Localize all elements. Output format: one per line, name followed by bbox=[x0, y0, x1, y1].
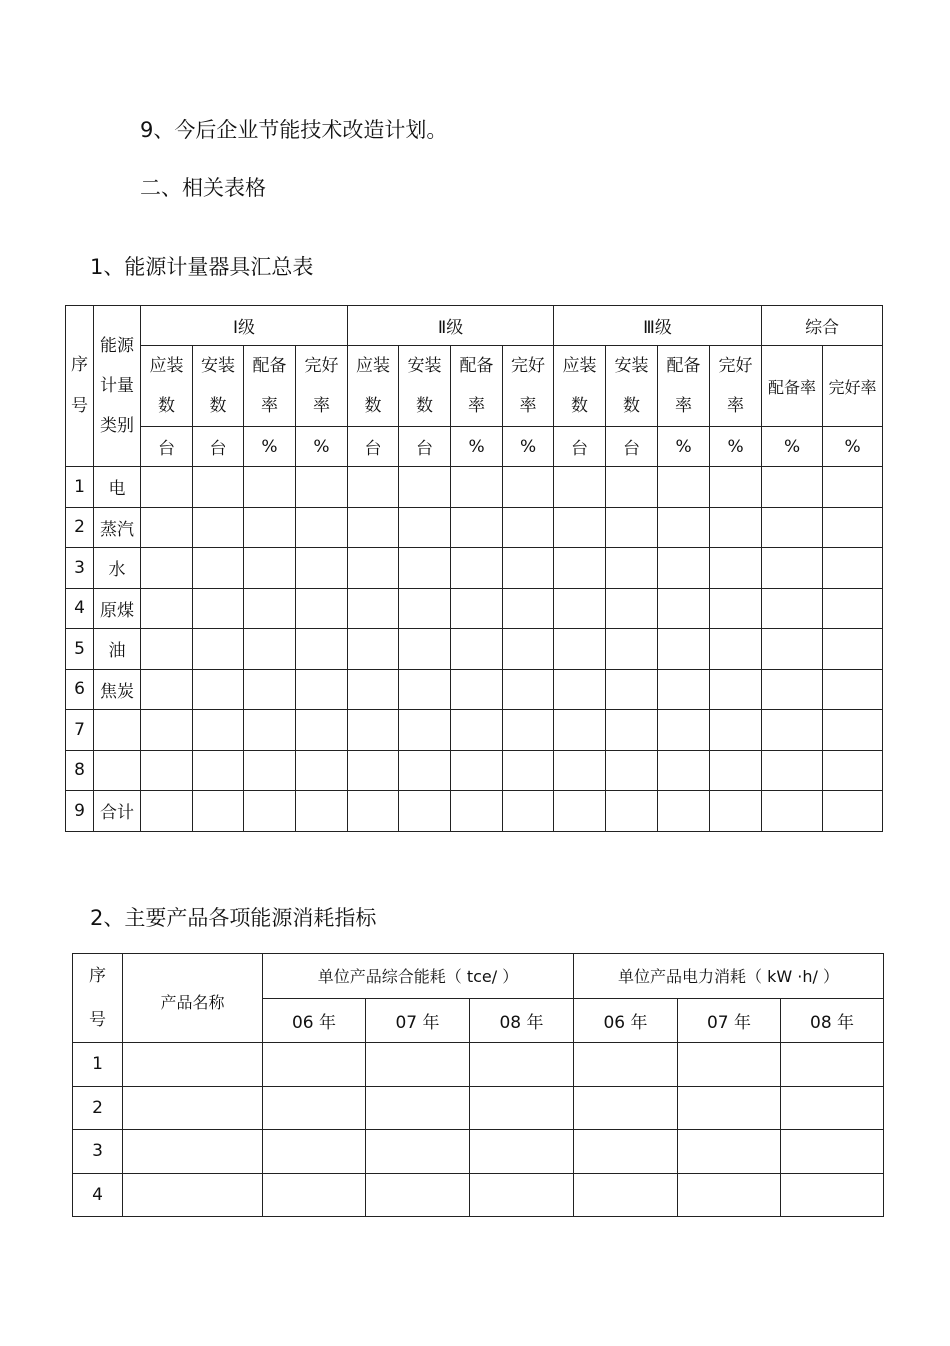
data-cell[interactable] bbox=[263, 1130, 366, 1174]
unit-cell: 台 bbox=[606, 427, 658, 467]
group-level-1: Ⅰ级 bbox=[141, 306, 348, 346]
unit-cell: % bbox=[503, 427, 554, 467]
unit-cell: 台 bbox=[141, 427, 193, 467]
data-cell[interactable] bbox=[296, 791, 348, 832]
data-cell[interactable] bbox=[823, 710, 883, 751]
data-cell[interactable] bbox=[781, 1086, 884, 1130]
data-cell[interactable] bbox=[451, 669, 503, 710]
data-cell[interactable] bbox=[762, 750, 823, 791]
energy-type-header: 能源 计量 类别 bbox=[94, 306, 141, 467]
data-cell[interactable] bbox=[781, 1043, 884, 1087]
row-energy-type: 合计 bbox=[94, 791, 141, 832]
data-cell[interactable] bbox=[710, 710, 762, 751]
product-name-cell[interactable] bbox=[123, 1173, 263, 1217]
data-cell[interactable] bbox=[470, 1043, 574, 1087]
data-cell[interactable] bbox=[366, 1043, 470, 1087]
data-cell[interactable] bbox=[762, 467, 823, 508]
table-row bbox=[73, 1086, 884, 1130]
row-seq: 7 bbox=[66, 710, 94, 751]
unit-cell: 台 bbox=[193, 427, 244, 467]
data-cell[interactable] bbox=[296, 467, 348, 508]
data-cell[interactable] bbox=[263, 1173, 366, 1217]
data-cell[interactable] bbox=[141, 710, 193, 751]
group-overall: 综合 bbox=[762, 306, 883, 346]
data-cell[interactable] bbox=[762, 588, 823, 629]
data-cell[interactable] bbox=[823, 588, 883, 629]
row-energy-type: 电 bbox=[94, 467, 141, 508]
unit-cell: % bbox=[451, 427, 503, 467]
data-cell[interactable] bbox=[244, 710, 296, 751]
unit-cell: 台 bbox=[348, 427, 399, 467]
row-energy-type: 原煤 bbox=[94, 588, 141, 629]
sub-equip-rate-total: 配备率 bbox=[762, 346, 823, 427]
row-energy-type: 水 bbox=[94, 548, 141, 589]
unit-cell: % bbox=[244, 427, 296, 467]
data-cell[interactable] bbox=[554, 710, 606, 751]
data-cell[interactable] bbox=[470, 1130, 574, 1174]
data-cell[interactable] bbox=[606, 507, 658, 548]
data-cell[interactable] bbox=[762, 791, 823, 832]
table-row bbox=[66, 750, 883, 791]
row-seq: 1 bbox=[66, 467, 94, 508]
data-cell[interactable] bbox=[348, 669, 399, 710]
row-seq: 5 bbox=[66, 629, 94, 670]
data-cell[interactable] bbox=[658, 791, 710, 832]
data-cell[interactable] bbox=[554, 507, 606, 548]
data-cell[interactable] bbox=[451, 750, 503, 791]
year-header: 08 年 bbox=[470, 998, 574, 1043]
data-cell[interactable] bbox=[296, 710, 348, 751]
sub-installed: 安装 数 bbox=[399, 346, 451, 427]
sub-should-install: 应装 数 bbox=[554, 346, 606, 427]
unit-cell: 台 bbox=[399, 427, 451, 467]
data-cell[interactable] bbox=[658, 629, 710, 670]
data-cell[interactable] bbox=[366, 1086, 470, 1130]
unit-cell: % bbox=[762, 427, 823, 467]
row-seq: 4 bbox=[73, 1173, 123, 1217]
sub-good-rate: 完好 率 bbox=[503, 346, 554, 427]
data-cell[interactable] bbox=[141, 588, 193, 629]
data-cell[interactable] bbox=[296, 750, 348, 791]
data-cell[interactable] bbox=[348, 588, 399, 629]
data-cell[interactable] bbox=[503, 669, 554, 710]
data-cell[interactable] bbox=[193, 791, 244, 832]
product-name-cell[interactable] bbox=[123, 1086, 263, 1130]
data-cell[interactable] bbox=[348, 750, 399, 791]
year-header: 06 年 bbox=[263, 998, 366, 1043]
data-cell[interactable] bbox=[710, 669, 762, 710]
unit-cell: % bbox=[823, 427, 883, 467]
data-cell[interactable] bbox=[554, 750, 606, 791]
data-cell[interactable] bbox=[296, 548, 348, 589]
data-cell[interactable] bbox=[348, 710, 399, 751]
data-cell[interactable] bbox=[451, 588, 503, 629]
data-cell[interactable] bbox=[678, 1130, 781, 1174]
data-cell[interactable] bbox=[823, 629, 883, 670]
data-cell[interactable] bbox=[399, 669, 451, 710]
data-cell[interactable] bbox=[244, 467, 296, 508]
data-cell[interactable] bbox=[658, 548, 710, 589]
data-cell[interactable] bbox=[451, 710, 503, 751]
data-cell[interactable] bbox=[141, 629, 193, 670]
electricity-consumption-header: 单位产品电力消耗（ kW ·h/ ） bbox=[574, 954, 884, 999]
table-row bbox=[73, 1173, 884, 1217]
data-cell[interactable] bbox=[658, 710, 710, 751]
data-cell[interactable] bbox=[606, 750, 658, 791]
data-cell[interactable] bbox=[503, 548, 554, 589]
sub-good-rate: 完好 率 bbox=[710, 346, 762, 427]
unit-cell: % bbox=[296, 427, 348, 467]
seq-header: 序 号 bbox=[66, 306, 94, 467]
data-cell[interactable] bbox=[762, 507, 823, 548]
table-row bbox=[66, 548, 883, 589]
table-row bbox=[66, 467, 883, 508]
product-name-cell[interactable] bbox=[123, 1130, 263, 1174]
row-seq: 3 bbox=[66, 548, 94, 589]
data-cell[interactable] bbox=[244, 588, 296, 629]
data-cell[interactable] bbox=[141, 669, 193, 710]
data-cell[interactable] bbox=[348, 548, 399, 589]
data-cell[interactable] bbox=[141, 750, 193, 791]
year-header: 06 年 bbox=[574, 998, 678, 1043]
data-cell[interactable] bbox=[451, 548, 503, 589]
row-seq: 1 bbox=[73, 1043, 123, 1087]
data-cell[interactable] bbox=[554, 548, 606, 589]
data-cell[interactable] bbox=[574, 1130, 678, 1174]
table-row bbox=[66, 629, 883, 670]
data-cell[interactable] bbox=[606, 669, 658, 710]
data-cell[interactable] bbox=[451, 467, 503, 508]
data-cell[interactable] bbox=[554, 467, 606, 508]
group-level-2: Ⅱ级 bbox=[348, 306, 554, 346]
energy-meter-summary-table bbox=[65, 305, 883, 832]
sub-installed: 安装 数 bbox=[606, 346, 658, 427]
row-seq: 9 bbox=[66, 791, 94, 832]
data-cell[interactable] bbox=[193, 548, 244, 589]
data-cell[interactable] bbox=[348, 507, 399, 548]
product-name-cell[interactable] bbox=[123, 1043, 263, 1087]
data-cell[interactable] bbox=[451, 791, 503, 832]
data-cell[interactable] bbox=[141, 467, 193, 508]
sub-equip-rate: 配备 率 bbox=[244, 346, 296, 427]
data-cell[interactable] bbox=[762, 669, 823, 710]
data-cell[interactable] bbox=[263, 1043, 366, 1087]
table2-title: 2、主要产品各项能源消耗指标 bbox=[90, 906, 377, 930]
composite-energy-header: 单位产品综合能耗（ tce/ ） bbox=[263, 954, 574, 999]
data-cell[interactable] bbox=[348, 791, 399, 832]
data-cell[interactable] bbox=[141, 507, 193, 548]
data-cell[interactable] bbox=[399, 750, 451, 791]
row-energy-type bbox=[94, 710, 141, 751]
data-cell[interactable] bbox=[193, 467, 244, 508]
data-cell[interactable] bbox=[574, 1086, 678, 1130]
data-cell[interactable] bbox=[399, 588, 451, 629]
data-cell[interactable] bbox=[606, 629, 658, 670]
row-seq: 6 bbox=[66, 669, 94, 710]
data-cell[interactable] bbox=[244, 629, 296, 670]
year-header: 08 年 bbox=[781, 998, 884, 1043]
sub-should-install: 应装 数 bbox=[141, 346, 193, 427]
data-cell[interactable] bbox=[606, 548, 658, 589]
data-cell[interactable] bbox=[296, 507, 348, 548]
sub-installed: 安装 数 bbox=[193, 346, 244, 427]
data-cell[interactable] bbox=[658, 507, 710, 548]
data-cell[interactable] bbox=[658, 669, 710, 710]
data-cell[interactable] bbox=[762, 548, 823, 589]
data-cell[interactable] bbox=[554, 588, 606, 629]
data-cell[interactable] bbox=[606, 588, 658, 629]
table-row bbox=[66, 710, 883, 751]
table-row bbox=[73, 1130, 884, 1174]
data-cell[interactable] bbox=[348, 467, 399, 508]
data-cell[interactable] bbox=[503, 467, 554, 508]
data-cell[interactable] bbox=[678, 1043, 781, 1087]
data-cell[interactable] bbox=[823, 507, 883, 548]
plan-heading: 9、今后企业节能技术改造计划。 bbox=[140, 118, 448, 142]
data-cell[interactable] bbox=[503, 629, 554, 670]
data-cell[interactable] bbox=[193, 629, 244, 670]
group-level-3: Ⅲ级 bbox=[554, 306, 762, 346]
sub-should-install: 应装 数 bbox=[348, 346, 399, 427]
data-cell[interactable] bbox=[606, 467, 658, 508]
data-cell[interactable] bbox=[503, 588, 554, 629]
data-cell[interactable] bbox=[470, 1086, 574, 1130]
data-cell[interactable] bbox=[606, 710, 658, 751]
data-cell[interactable] bbox=[348, 629, 399, 670]
table-row bbox=[66, 669, 883, 710]
data-cell[interactable] bbox=[554, 791, 606, 832]
data-cell[interactable] bbox=[399, 791, 451, 832]
data-cell[interactable] bbox=[366, 1130, 470, 1174]
data-cell[interactable] bbox=[658, 750, 710, 791]
data-cell[interactable] bbox=[263, 1086, 366, 1130]
row-seq: 3 bbox=[73, 1130, 123, 1174]
unit-cell: % bbox=[658, 427, 710, 467]
data-cell[interactable] bbox=[823, 548, 883, 589]
unit-cell: % bbox=[710, 427, 762, 467]
product-energy-consumption-table bbox=[72, 953, 884, 1217]
data-cell[interactable] bbox=[710, 791, 762, 832]
data-cell[interactable] bbox=[193, 750, 244, 791]
data-cell[interactable] bbox=[244, 750, 296, 791]
data-cell[interactable] bbox=[762, 710, 823, 751]
data-cell[interactable] bbox=[470, 1173, 574, 1217]
data-cell[interactable] bbox=[823, 669, 883, 710]
seq-header: 序 号 bbox=[73, 954, 123, 1043]
unit-cell: 台 bbox=[554, 427, 606, 467]
data-cell[interactable] bbox=[193, 588, 244, 629]
data-cell[interactable] bbox=[710, 629, 762, 670]
data-cell[interactable] bbox=[823, 791, 883, 832]
data-cell[interactable] bbox=[244, 669, 296, 710]
data-cell[interactable] bbox=[296, 669, 348, 710]
data-cell[interactable] bbox=[781, 1173, 884, 1217]
row-seq: 2 bbox=[73, 1086, 123, 1130]
sub-good-rate-total: 完好率 bbox=[823, 346, 883, 427]
data-cell[interactable] bbox=[606, 791, 658, 832]
product-name-header: 产品名称 bbox=[123, 954, 263, 1043]
data-cell[interactable] bbox=[193, 507, 244, 548]
data-cell[interactable] bbox=[710, 588, 762, 629]
data-cell[interactable] bbox=[574, 1173, 678, 1217]
data-cell[interactable] bbox=[399, 467, 451, 508]
data-cell[interactable] bbox=[244, 507, 296, 548]
row-seq: 8 bbox=[66, 750, 94, 791]
sub-good-rate: 完好 率 bbox=[296, 346, 348, 427]
data-cell[interactable] bbox=[823, 467, 883, 508]
row-seq: 2 bbox=[66, 507, 94, 548]
data-cell[interactable] bbox=[399, 710, 451, 751]
data-cell[interactable] bbox=[678, 1173, 781, 1217]
data-cell[interactable] bbox=[503, 507, 554, 548]
data-cell[interactable] bbox=[574, 1043, 678, 1087]
data-cell[interactable] bbox=[678, 1086, 781, 1130]
data-cell[interactable] bbox=[762, 629, 823, 670]
data-cell[interactable] bbox=[658, 467, 710, 508]
data-cell[interactable] bbox=[296, 629, 348, 670]
data-cell[interactable] bbox=[503, 710, 554, 751]
section-heading: 二、相关表格 bbox=[140, 176, 266, 200]
data-cell[interactable] bbox=[503, 791, 554, 832]
row-energy-type bbox=[94, 750, 141, 791]
year-header: 07 年 bbox=[366, 998, 470, 1043]
data-cell[interactable] bbox=[244, 791, 296, 832]
data-cell[interactable] bbox=[710, 548, 762, 589]
data-cell[interactable] bbox=[193, 669, 244, 710]
data-cell[interactable] bbox=[451, 507, 503, 548]
data-cell[interactable] bbox=[366, 1173, 470, 1217]
data-cell[interactable] bbox=[399, 629, 451, 670]
year-header: 07 年 bbox=[678, 998, 781, 1043]
data-cell[interactable] bbox=[296, 588, 348, 629]
data-cell[interactable] bbox=[244, 548, 296, 589]
data-cell[interactable] bbox=[141, 548, 193, 589]
data-cell[interactable] bbox=[710, 750, 762, 791]
data-cell[interactable] bbox=[710, 507, 762, 548]
data-cell[interactable] bbox=[658, 588, 710, 629]
row-energy-type: 焦炭 bbox=[94, 669, 141, 710]
data-cell[interactable] bbox=[554, 669, 606, 710]
table-row bbox=[66, 507, 883, 548]
table-row bbox=[66, 588, 883, 629]
data-cell[interactable] bbox=[399, 507, 451, 548]
table1-title: 1、能源计量器具汇总表 bbox=[90, 255, 314, 279]
data-cell[interactable] bbox=[710, 467, 762, 508]
table-row bbox=[66, 791, 883, 832]
data-cell[interactable] bbox=[399, 548, 451, 589]
data-cell[interactable] bbox=[141, 791, 193, 832]
data-cell[interactable] bbox=[451, 629, 503, 670]
sub-equip-rate: 配备 率 bbox=[451, 346, 503, 427]
sub-equip-rate: 配备 率 bbox=[658, 346, 710, 427]
data-cell[interactable] bbox=[193, 710, 244, 751]
row-seq: 4 bbox=[66, 588, 94, 629]
data-cell[interactable] bbox=[554, 629, 606, 670]
data-cell[interactable] bbox=[781, 1130, 884, 1174]
row-energy-type: 油 bbox=[94, 629, 141, 670]
data-cell[interactable] bbox=[823, 750, 883, 791]
table-row bbox=[73, 1043, 884, 1087]
data-cell[interactable] bbox=[503, 750, 554, 791]
row-energy-type: 蒸汽 bbox=[94, 507, 141, 548]
